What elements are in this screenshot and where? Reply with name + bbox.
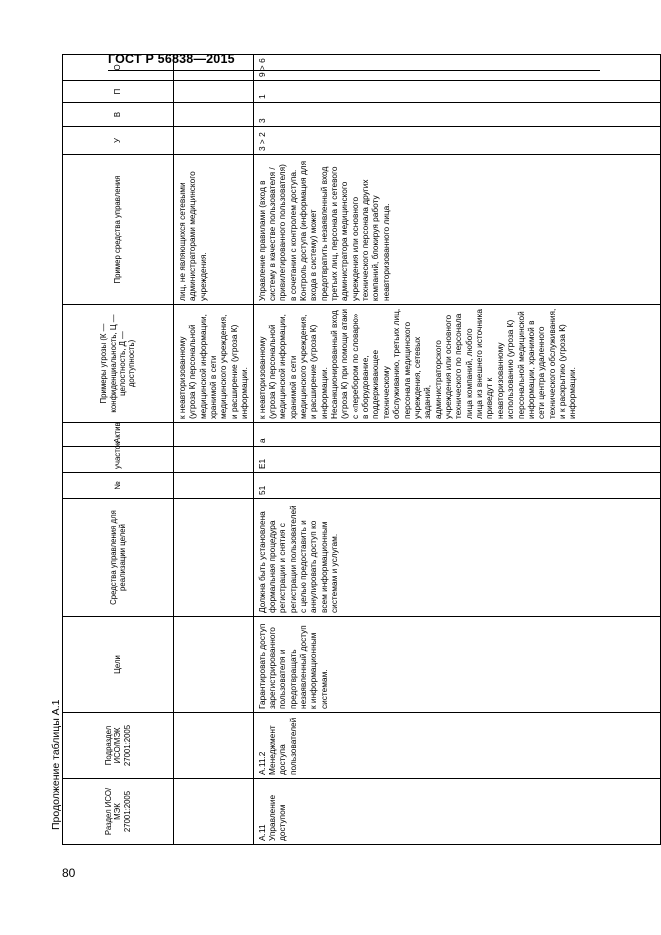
page-number: 80 — [62, 866, 76, 880]
cell-celi: Гарантировать доступ зарегистрированного пользователя и предотвращать незаявленный доступ к информационным системам. — [253, 617, 660, 713]
cell-nomer: 51 — [253, 473, 660, 499]
cell-razdel: А.11 Управление доступом — [253, 779, 660, 845]
cell-v: 3 — [253, 103, 660, 127]
cell-nomer-cont — [174, 473, 254, 499]
table-row — [253, 55, 660, 845]
cell-o-cont — [174, 55, 254, 81]
cell-p: 1 — [253, 81, 660, 103]
header-v: В — [63, 103, 174, 127]
cell-sredstva-cont — [174, 499, 254, 617]
header-podrazdel: Подраздел ИСО/МЭК 27001:2005 — [63, 713, 174, 779]
table-continuation-row — [174, 55, 254, 845]
header-celi: Цели — [63, 617, 174, 713]
cell-uchastok-cont — [174, 447, 254, 473]
cell-razdel-cont — [174, 779, 254, 845]
cell-primer-cont: лиц, не являющихся сетевыми администраторами медицинского учреждения. — [174, 155, 254, 305]
cell-podrazdel: А.11.2 Менеджмент доступа пользователей — [253, 713, 660, 779]
cell-v-cont — [174, 103, 254, 127]
cell-celi-cont — [174, 617, 254, 713]
header-sredstva: Средства управления для реализации целей — [63, 499, 174, 617]
cell-aktiv-cont — [174, 423, 254, 447]
cell-primer: Управление правилами (вход в систему в качестве пользователя / привилегированного пользователя) в сочетании с контролем доступа. Контроль доступа (информация для входа в систему) может предотвратить незаявленный вход третьих лиц, персонала и сетевого администратора медицинского учреждения или основного технического персонала других компаний, блокируя работу неавторизованного лица. — [253, 155, 660, 305]
header-primer: Пример средства управления — [63, 155, 174, 305]
header-razdel: Раздел ИСО/МЭК 27001:2005 — [63, 779, 174, 845]
header-nomer: № — [63, 473, 174, 499]
cell-uchastok: Е1 — [253, 447, 660, 473]
standard-header: ГОСТ Р 56838—2015 — [108, 52, 235, 66]
cell-podrazdel-cont — [174, 713, 254, 779]
header-o: О — [63, 55, 174, 81]
cell-u: 3 > 2 — [253, 127, 660, 155]
cell-aktiv: а — [253, 423, 660, 447]
header-aktiv: Актив — [63, 423, 174, 447]
annex-a1-table — [62, 54, 661, 845]
header-uchastok: участок — [63, 447, 174, 473]
cell-ugrozy-cont: к неавторизованному (угроза К) персональной медицинской информации, хранимой в сети медицинского учреждения, и расширение (угроза К) информации. — [174, 305, 254, 423]
cell-sredstva: Должна быть установлена формальная процедура регистрации и снятия с регистрации пользователей с целью предоставить и аннулировать доступ ко всем информационным системам и услугам. — [253, 499, 660, 617]
cell-o: 9 > 6 — [253, 55, 660, 81]
header-u: У — [63, 127, 174, 155]
table-caption: Продолжение таблицы А.1 — [50, 699, 62, 830]
cell-ugrozy: к неавторизованному (угроза К) персональной медицинской информации, хранимой в сети медицинского учреждения, и расширение (угроза К) информации. Несанкционированный вход (угроза К) при помощи атаки с «перебором по словарю» в оборудование, поддерживающее техническому обслуживанию, третьих лиц, персонала медицинского учреждения, сетевых заданий, администраторского учреждения или основного технического по персонала лица компаний, любого лица из внешнего источника приведут к неавторизованному использованию (угроза К) персональной медицинской информации, хранимой в сети центра удаленного технического обслуживания, и к раскрытию (угроза К) информации. — [253, 305, 660, 423]
header-p: П — [63, 81, 174, 103]
cell-p-cont — [174, 81, 254, 103]
header-ugrozy: Примеры угрозы (К — конфиденциальность, Ц — целостность, Д — доступность) — [63, 305, 174, 423]
table-header-row — [63, 55, 174, 845]
cell-u-cont — [174, 127, 254, 155]
